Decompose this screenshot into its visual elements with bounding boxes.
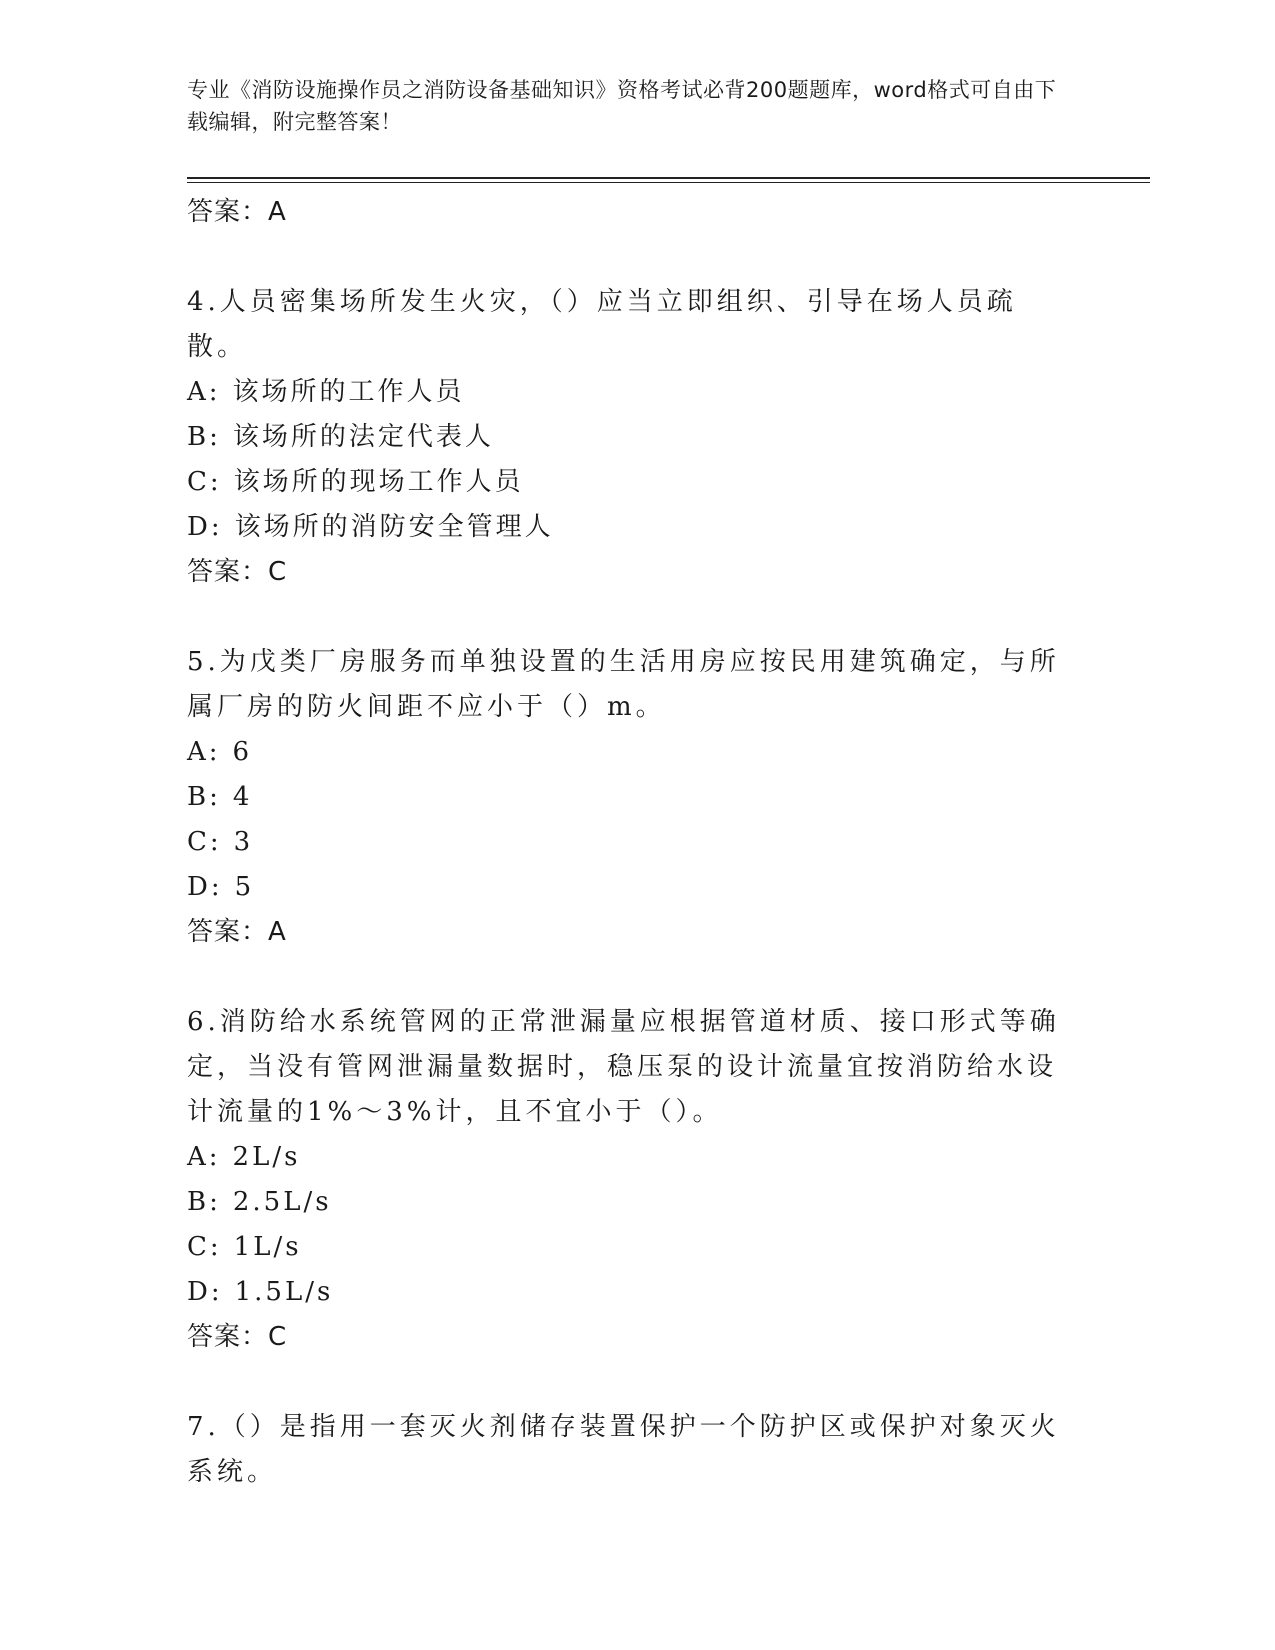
option-text: 4 (232, 782, 253, 812)
option-d (187, 865, 1067, 910)
option-letter: A: (187, 377, 221, 407)
option-letter: D: (187, 872, 223, 902)
option-b (187, 415, 1067, 460)
question-text: 6.消防给水系统管网的正常泄漏量应根据管道材质、接口形式等确定，当没有管网泄漏量数据时，稳压泵的设计流量宜按消防给水设计流量的1%～3%计，且不宜小于（）。 (187, 1007, 1060, 1127)
option-text: 3 (233, 827, 254, 857)
answer-label: 答案：A (187, 197, 287, 227)
question-5 (187, 640, 1067, 954)
option-letter: B: (187, 782, 221, 812)
option-letter: C: (187, 1232, 222, 1262)
answer-label: 答案：C (187, 1322, 288, 1352)
option-text: 该场所的法定代表人 (232, 422, 494, 452)
option-c (187, 460, 1067, 505)
option-letter: B: (187, 422, 221, 452)
option-letter: D: (187, 1277, 223, 1307)
option-c (187, 1225, 1067, 1270)
question-list (187, 190, 1067, 1495)
option-letter: D: (187, 512, 223, 542)
option-a (187, 1135, 1067, 1180)
option-text: 2.5L/s (232, 1187, 332, 1217)
option-text: 1.5L/s (234, 1277, 334, 1307)
option-d (187, 505, 1067, 550)
option-a (187, 730, 1067, 775)
option-c (187, 820, 1067, 865)
document-header: 专业《消防设施操作员之消防设备基础知识》资格考试必背200题题库，word格式可自由下载编辑，附完整答案！ (187, 78, 1057, 134)
question-7 (187, 1405, 1067, 1495)
header-rule-thick (187, 177, 1150, 179)
option-letter: A: (187, 737, 221, 767)
option-text: 2L/s (232, 1142, 301, 1172)
option-text: 该场所的消防安全管理人 (234, 512, 554, 542)
option-text: 6 (232, 737, 253, 767)
option-text: 该场所的工作人员 (232, 377, 465, 407)
answer-label: 答案：A (187, 917, 287, 947)
option-letter: C: (187, 467, 222, 497)
question-6 (187, 1000, 1067, 1359)
option-letter: C: (187, 827, 222, 857)
header-rule-thin (187, 182, 1150, 183)
question-text: 5.为戊类厂房服务而单独设置的生活用房应按民用建筑确定，与所属厂房的防火间距不应小于（）m。 (187, 647, 1060, 722)
option-b (187, 1180, 1067, 1225)
question-text: 4.人员密集场所发生火灾，（）应当立即组织、引导在场人员疏散。 (187, 287, 1017, 362)
option-text: 5 (234, 872, 255, 902)
question-text: 7.（）是指用一套灭火剂储存装置保护一个防护区或保护对象灭火系统。 (187, 1412, 1060, 1487)
option-d (187, 1270, 1067, 1315)
option-letter: B: (187, 1187, 221, 1217)
option-a (187, 370, 1067, 415)
question-4 (187, 280, 1067, 594)
option-text: 该场所的现场工作人员 (233, 467, 524, 497)
option-b (187, 775, 1067, 820)
option-text: 1L/s (233, 1232, 302, 1262)
option-letter: A: (187, 1142, 221, 1172)
answer-label: 答案：C (187, 557, 288, 587)
